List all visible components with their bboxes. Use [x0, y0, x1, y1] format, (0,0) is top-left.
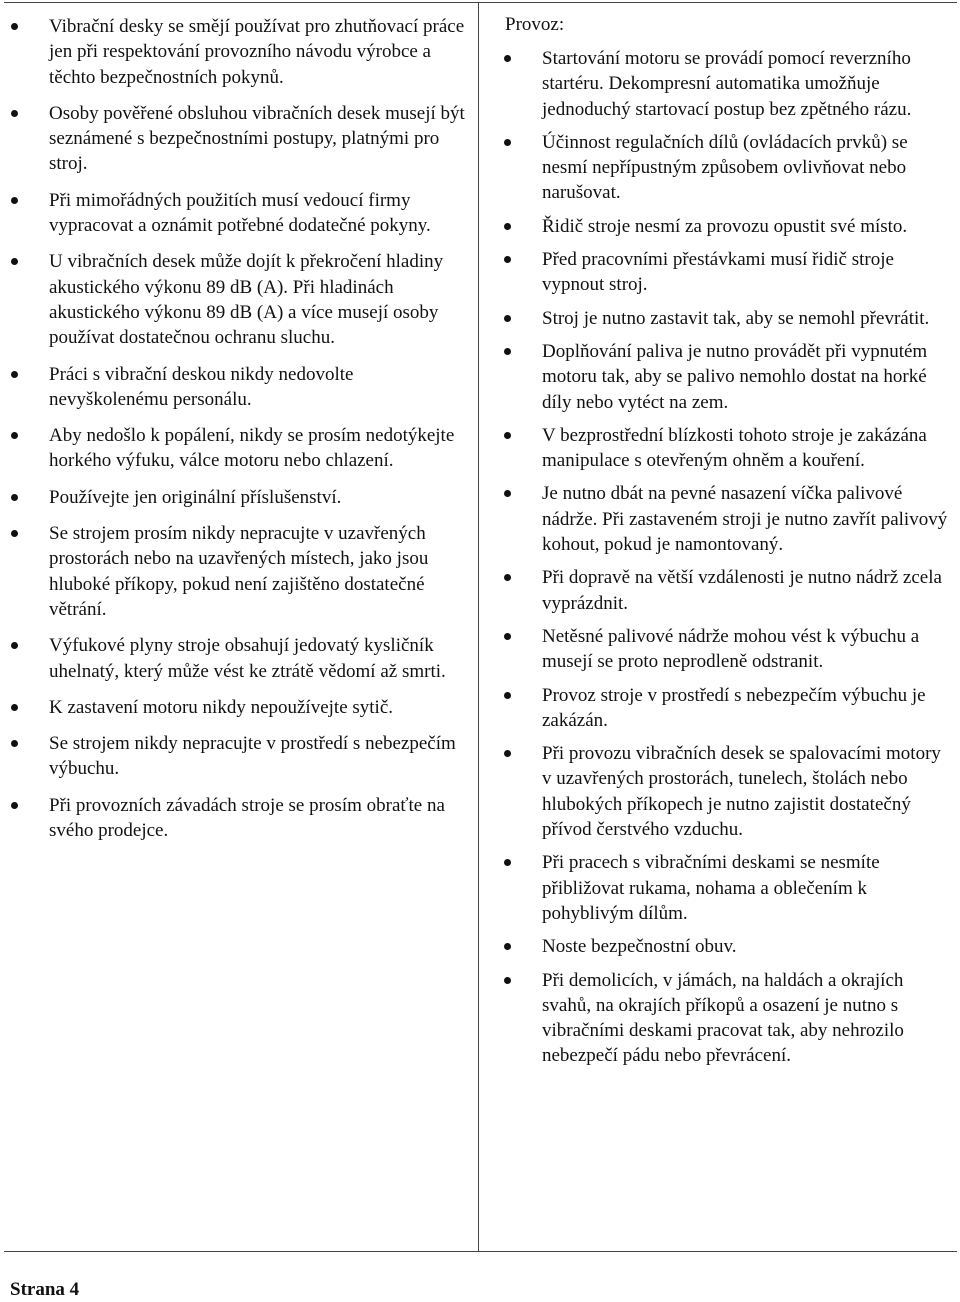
- bullet-icon: [504, 633, 511, 640]
- list-item: [0, 423, 470, 474]
- list-item-text: Účinnost regulačních dílů (ovládacích prvků) se nesmí nepřípustným způsobem ovlivňovat nebo narušovat.: [542, 131, 908, 204]
- list-item-text: Před pracovními přestávkami musí řidič stroje vypnout stroj.: [542, 249, 894, 296]
- list-item: [483, 741, 953, 842]
- list-item-text: Startování motoru se provádí pomocí reverzního startéru. Dekompresní automatika umožňuje jednoduchý startovací postup bez zpětného rázu.: [542, 48, 912, 120]
- top-rule: [4, 2, 957, 3]
- list-item: [0, 14, 470, 90]
- bullet-icon: [504, 977, 511, 984]
- bullet-icon: [504, 139, 511, 146]
- list-item: [483, 481, 953, 557]
- list-item-text: Je nutno dbát na pevné nasazení víčka palivové nádrže. Při zastaveném stroji je nutno zavřít palivový kohout, pokud je namontovaný.: [542, 483, 948, 556]
- bullet-icon: [504, 223, 511, 230]
- list-item-text: Při pracech s vibračními deskami se nesmíte přibližovat rukama, nohama a oblečením k pohyblivým dílům.: [542, 852, 880, 924]
- list-item: [483, 683, 953, 734]
- list-item-text: Řidič stroje nesmí za provozu opustit své místo.: [542, 215, 908, 237]
- bullet-icon: [11, 197, 18, 204]
- bullet-icon: [11, 740, 18, 747]
- list-item: [0, 633, 470, 684]
- list-item-text: Osoby pověřené obsluhou vibračních desek musejí být seznámené s bezpečnostními postupy, platnými pro stroj.: [49, 102, 465, 175]
- bullet-icon: [504, 256, 511, 263]
- bullet-icon: [504, 490, 511, 497]
- list-item: [483, 247, 953, 298]
- right-column: [483, 12, 953, 1077]
- list-item: [483, 46, 953, 122]
- bullet-icon: [11, 110, 18, 117]
- list-item: [0, 249, 470, 350]
- list-item-text: K zastavení motoru nikdy nepoužívejte sytič.: [49, 696, 394, 718]
- list-item: [483, 130, 953, 206]
- page-number: Strana 4: [10, 1279, 80, 1300]
- bullet-icon: [504, 432, 511, 439]
- bullet-icon: [11, 23, 18, 30]
- list-item: [483, 968, 953, 1069]
- list-item-text: V bezprostřední blízkosti tohoto stroje je zakázána manipulace s otevřeným ohněm a kouření.: [542, 424, 927, 472]
- list-item-text: Aby nedošlo k popálení, nikdy se prosím nedotýkejte horkého výfuku, válce motoru nebo chlazení.: [49, 425, 455, 472]
- list-item: [483, 565, 953, 616]
- list-item-text: Vibrační desky se smějí používat pro zhutňovací práce jen při respektování provozního návodu výrobce a těchto bezpečnostních pokynů.: [49, 16, 465, 88]
- bottom-rule: [4, 1251, 957, 1252]
- list-item-text: Noste bezpečnostní obuv.: [542, 936, 737, 958]
- list-item-text: Stroj je nutno zastavit tak, aby se nemohl převrátit.: [542, 307, 930, 329]
- left-column: [0, 14, 470, 854]
- list-item-text: Doplňování paliva je nutno provádět při vypnutém motoru tak, aby se palivo nemohlo dostat na horké díly nebo vytéct na zem.: [542, 340, 928, 413]
- bullet-icon: [504, 750, 511, 757]
- bullet-icon: [11, 371, 18, 378]
- list-item: [483, 624, 953, 675]
- bullet-icon: [504, 55, 511, 62]
- bullet-icon: [11, 642, 18, 649]
- list-item: [483, 306, 953, 331]
- list-item: [0, 485, 470, 510]
- bullet-icon: [11, 802, 18, 809]
- bullet-icon: [504, 348, 511, 355]
- bullet-icon: [504, 315, 511, 322]
- list-item-text: Při dopravě na větší vzdálenosti je nutno nádrž zcela vyprázdnit.: [542, 567, 942, 614]
- section-heading-operation: Provoz:: [505, 14, 565, 35]
- list-item: [483, 850, 953, 926]
- bullet-icon: [11, 432, 18, 439]
- list-item-text: Při mimořádných použitích musí vedoucí firmy vypracovat a oznámit potřebné dodatečné pokyny.: [49, 189, 431, 237]
- list-item-text: Se strojem nikdy nepracujte v prostředí s nebezpečím výbuchu.: [49, 733, 456, 780]
- list-item: [483, 339, 953, 415]
- bullet-icon: [504, 943, 511, 950]
- list-item-text: Při provozu vibračních desek se spalovacími motory v uzavřených prostorách, tunelech, štolách nebo hlubokých příkopech je nutno zajistit dostatečný přívod čerstvého vzduchu.: [542, 743, 941, 841]
- list-item-text: Používejte jen originální příslušenství.: [49, 486, 342, 508]
- bullet-icon: [504, 574, 511, 581]
- list-item-text: Při demolicích, v jámách, na haldách a okrajích svahů, na okrajích příkopů a osazení je nutno s vibračními deskami pracovat tak, aby nehrozilo nebezpečí pádu nebo převrácení.: [542, 969, 904, 1067]
- bullet-icon: [504, 692, 511, 699]
- list-item: [0, 188, 470, 239]
- list-item-text: Provoz stroje v prostředí s nebezpečím výbuchu je zakázán.: [542, 684, 926, 731]
- column-divider: [478, 2, 479, 1251]
- list-item: [0, 362, 470, 413]
- list-item-text: U vibračních desek může dojít k překročení hladiny akustického výkonu 89 dB (A). Při hladinách akustického výkonu 89 dB (A) a více musejí osoby používat dostatečnou ochranu sluchu.: [49, 251, 444, 349]
- operation-instructions-list: [483, 46, 953, 1069]
- list-item-text: Práci s vibrační deskou nikdy nedovolte nevyškolenému personálu.: [49, 363, 354, 410]
- list-item: [0, 731, 470, 782]
- list-item-text: Výfukové plyny stroje obsahují jedovatý kysličník uhelnatý, který může vést ke ztrátě vědomí až smrti.: [49, 635, 446, 682]
- list-item-text: Netěsné palivové nádrže mohou vést k výbuchu a musejí se proto neprodleně odstranit.: [542, 625, 920, 673]
- safety-instructions-list: [0, 14, 470, 843]
- list-item: [483, 934, 953, 959]
- bullet-icon: [11, 530, 18, 537]
- list-item: [0, 793, 470, 844]
- list-item: [0, 695, 470, 720]
- bullet-icon: [11, 258, 18, 265]
- list-item-text: Se strojem prosím nikdy nepracujte v uzavřených prostorách nebo na uzavřených místech, jako jsou hluboké příkopy, pokud není zajištěno dostatečné větrání.: [49, 523, 429, 620]
- bullet-icon: [504, 859, 511, 866]
- list-item-text: Při provozních závadách stroje se prosím obraťte na svého prodejce.: [49, 794, 445, 842]
- list-item: [0, 521, 470, 622]
- list-item: [483, 423, 953, 474]
- list-item: [0, 101, 470, 177]
- bullet-icon: [11, 704, 18, 711]
- bullet-icon: [11, 494, 18, 501]
- list-item: [483, 214, 953, 239]
